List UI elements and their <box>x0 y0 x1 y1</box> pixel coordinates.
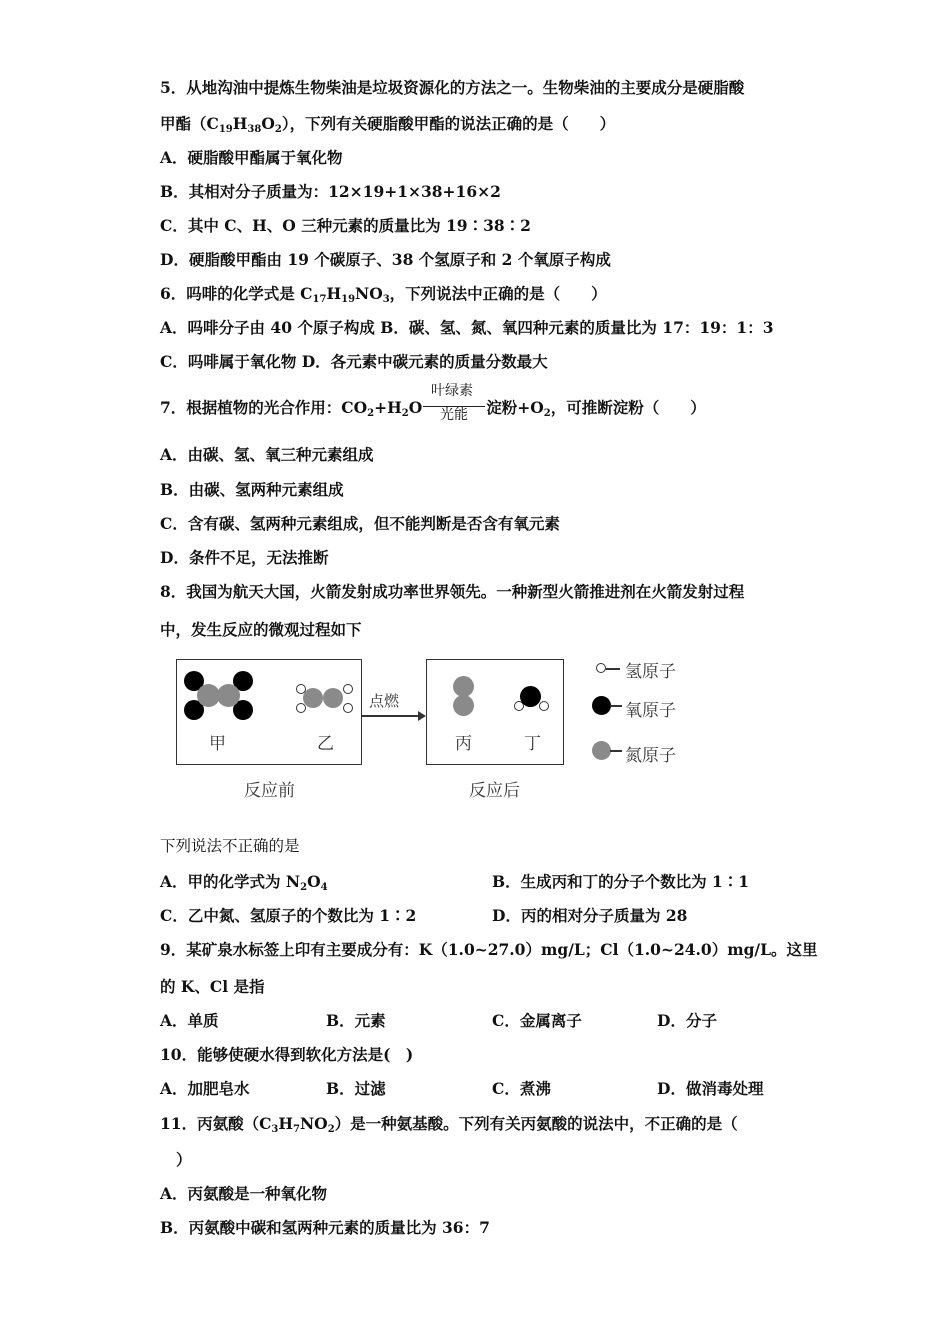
legend-oxygen-label: 氧原子 <box>625 701 676 721</box>
q5-option-a: A．硬脂酸甲酯属于氧化物 <box>160 148 343 167</box>
q5-option-c: C．其中 C、H、O 三种元素的质量比为 19∶38∶2 <box>160 216 531 235</box>
yi-hydrogen-atom <box>343 703 353 713</box>
arrow-condition: 点燃 <box>369 692 400 710</box>
q7-condition-top: 叶绿素 <box>431 383 473 399</box>
q7-option-c: C．含有碳、氢两种元素组成，但不能判断是否含有氧元素 <box>160 514 560 533</box>
q9-option-c: C．金属离子 <box>492 1011 582 1030</box>
bing-nitrogen-atom <box>453 676 474 697</box>
q10-option-a: A．加肥皂水 <box>160 1079 250 1098</box>
yi-nitrogen-atom <box>323 688 343 708</box>
legend-line <box>610 750 622 752</box>
q7-option-d: D．条件不足，无法推断 <box>160 548 329 567</box>
bing-nitrogen-atom <box>453 695 474 716</box>
q11-stem-line2: ） <box>176 1150 192 1169</box>
q8-option-d: D．丙的相对分子质量为 28 <box>492 906 688 925</box>
q5-option-d: D．硬脂酸甲酯由 19 个碳原子、38 个氢原子和 2 个氧原子构成 <box>160 250 611 269</box>
q8-question: 下列说法不正确的是 <box>160 837 300 855</box>
q5-stem-line2: 甲酯$(C_{19}H_{38}O_2)$，下列有关硬脂酸甲酯的说法正确的是（ ） <box>160 114 616 135</box>
q11-option-a: A．丙氨酸是一种氧化物 <box>160 1184 328 1203</box>
q9-option-a: A．单质 <box>160 1011 219 1030</box>
q6-stem: 6．吗啡的化学式是 $C_{17}H_{19}NO_3$，下列说法中正确的是（ ） <box>160 284 607 305</box>
q8-option-b: B．生成丙和丁的分子个数比为 1∶1 <box>492 872 750 891</box>
ding-oxygen-atom <box>520 686 541 707</box>
arrow-head-icon <box>418 711 426 721</box>
label-yi: 乙 <box>317 734 334 754</box>
legend-line <box>606 668 620 670</box>
yi-nitrogen-atom <box>303 688 323 708</box>
q11-option-b: B．丙氨酸中碳和氢两种元素的质量比为 36：7 <box>160 1218 490 1237</box>
q7-condition-bottom: 光能 <box>440 407 468 423</box>
q6-option-cd: C．吗啡属于氧化物 D．各元素中碳元素的质量分数最大 <box>160 352 548 371</box>
label-ding: 丁 <box>524 734 541 754</box>
q8-option-a: A．甲的化学式为 $N_2O_4$ <box>160 872 328 893</box>
q10-option-d: D．做消毒处理 <box>657 1079 764 1098</box>
label-jia: 甲 <box>209 734 226 754</box>
q8-stem-line1: 8．我国为航天大国，火箭发射成功率世界领先。一种新型火箭推进剂在火箭发射过程 <box>160 582 745 601</box>
q7-option-b: B．由碳、氢两种元素组成 <box>160 480 344 499</box>
q5-stem-line1: 5．从地沟油中提炼生物柴油是垃圾资源化的方法之一。生物柴油的主要成分是硬脂酸 <box>160 78 745 97</box>
q7-stem: 7．根据植物的光合作用：$CO_2+H_2O$ 淀粉$+O_2$，可推断淀粉（ ） <box>160 398 706 419</box>
ding-hydrogen-atom <box>539 701 549 711</box>
q11-stem-line1: 11．丙氨酸$(C_3H_7NO_2)$是一种氨基酸。下列有关丙氨酸的说法中，不正确的是（ <box>160 1114 738 1135</box>
legend-nitrogen-label: 氮原子 <box>625 746 676 766</box>
jia-nitrogen-atom <box>217 684 240 707</box>
before-box <box>176 659 362 765</box>
q9-option-d: D．分子 <box>657 1011 717 1030</box>
q8-option-c: C．乙中氮、氢原子的个数比为 1∶2 <box>160 906 417 925</box>
q6-option-ab: A．吗啡分子由 40 个原子构成 B．碳、氢、氮、氧四种元素的质量比为 17：19：1：3 <box>160 318 774 337</box>
caption-before: 反应前 <box>244 781 295 801</box>
legend-oxygen-icon <box>592 696 611 715</box>
q5-option-b: B．其相对分子质量为：12×19+1×38+16×2 <box>160 182 501 201</box>
q7-option-a: A．由碳、氢、氧三种元素组成 <box>160 445 374 464</box>
q10-option-b: B．过滤 <box>326 1079 386 1098</box>
legend-nitrogen-icon <box>592 741 611 760</box>
reaction-arrow-line <box>362 715 420 717</box>
label-bing: 丙 <box>455 734 472 754</box>
after-box <box>426 659 564 765</box>
q10-stem: 10．能够使硬水得到软化方法是( ) <box>160 1045 414 1064</box>
q9-stem-line1: 9．某矿泉水标签上印有主要成分有：K（1.0~27.0）mg/L；Cl（1.0~24.0）mg/L。这里 <box>160 940 818 959</box>
legend-line <box>610 705 622 707</box>
caption-after: 反应后 <box>469 781 520 801</box>
q8-stem-line2: 中，发生反应的微观过程如下 <box>160 620 362 639</box>
legend-hydrogen-label: 氢原子 <box>625 662 676 682</box>
yi-hydrogen-atom <box>343 684 353 694</box>
q10-option-c: C．煮沸 <box>492 1079 551 1098</box>
legend-hydrogen-icon <box>596 663 606 673</box>
q9-option-b: B．元素 <box>326 1011 386 1030</box>
q9-stem-line2: 的 K、Cl 是指 <box>160 977 265 996</box>
